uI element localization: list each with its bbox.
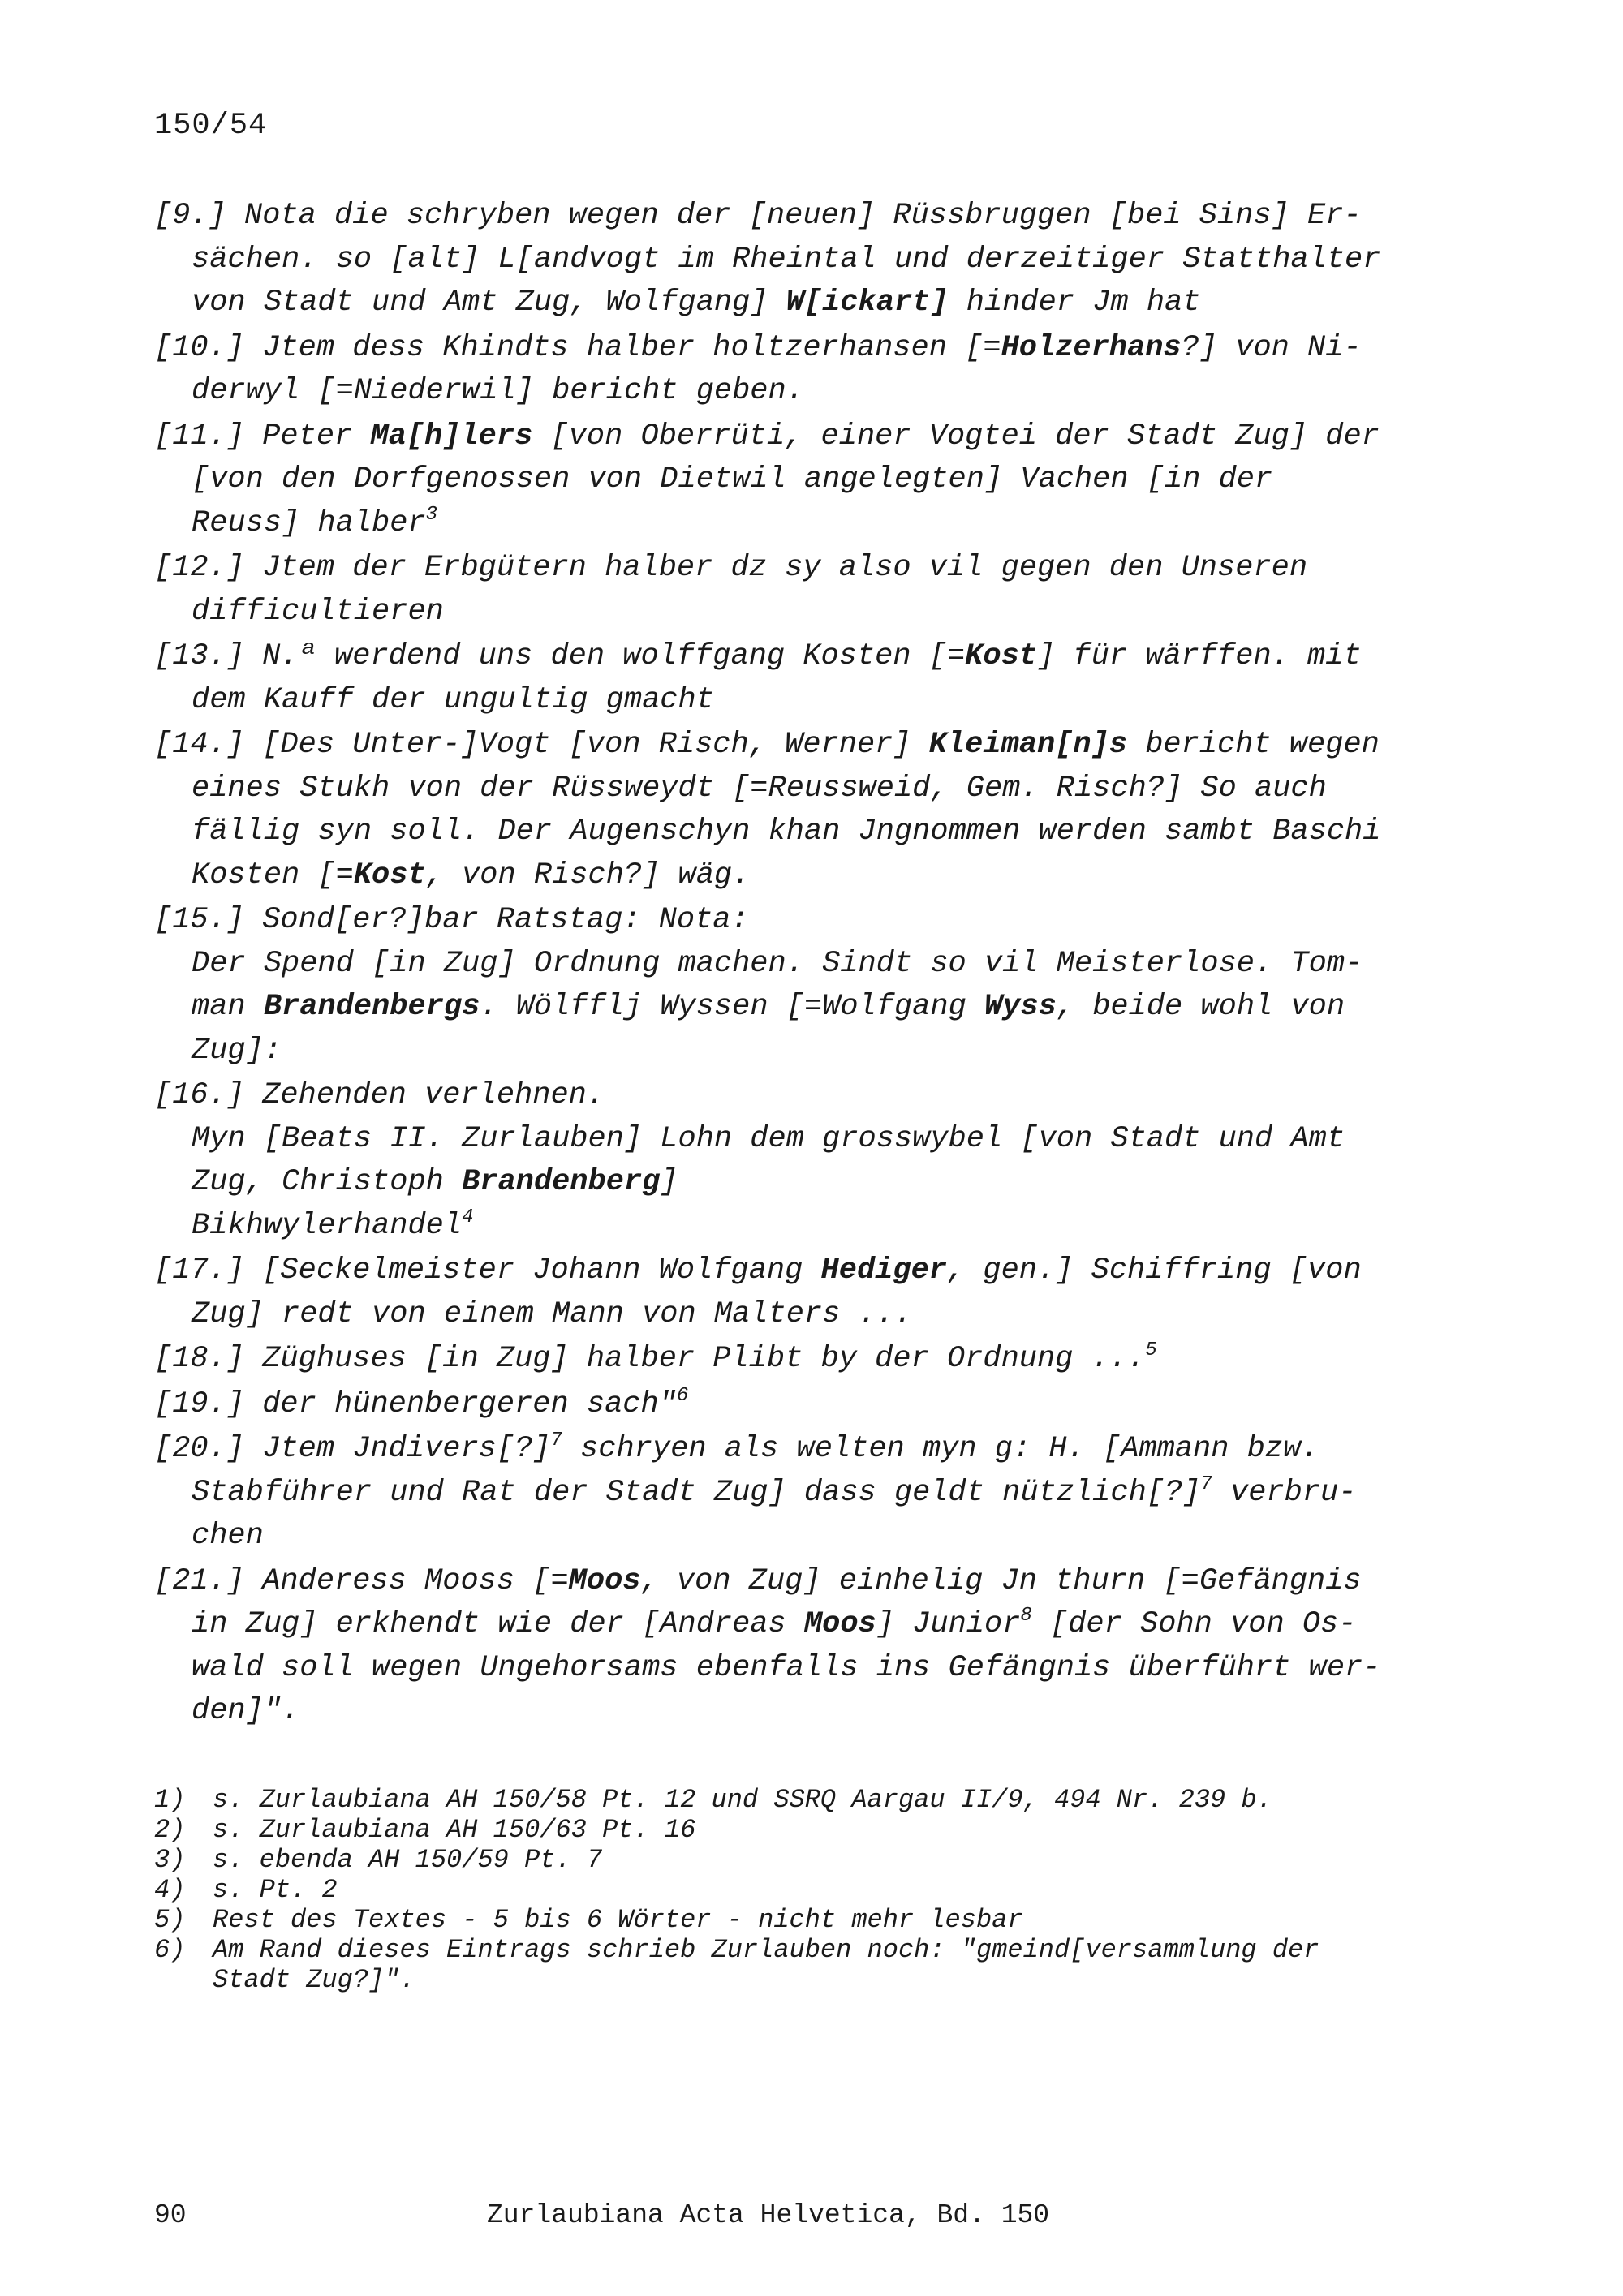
entry-line: den]". (192, 1694, 300, 1728)
entry-line: [16.] Zehenden verlehnen. (154, 1078, 605, 1112)
entry (154, 195, 1420, 325)
entry (154, 899, 1420, 1073)
entry-line: Myn [Beats II. Zurlauben] Lohn dem grosswybel [von Stadt und Amt (192, 1121, 1345, 1156)
entry-line: in Zug] erkhendt wie der [Andreas Moos] Junior$^8$ [der Sohn von Os- (192, 1605, 1357, 1641)
entry-line: [21.] Anderess Mooss [=Moos, von Zug] einhelig Jn thurn [=Gefängnis (154, 1563, 1362, 1598)
footnotes (154, 1785, 1420, 1995)
entry-line: difficultieren (192, 594, 444, 629)
footnote-text: s. Pt. 2 (213, 1875, 338, 1905)
footnote-text: s. Zurlaubiana AH 150/58 Pt. 12 und SSRQ Aargau II/9, 494 Nr. 239 b. (213, 1785, 1272, 1815)
entry (154, 635, 1420, 722)
footnote-text: Am Rand dieses Eintrags schrieb Zurlauben noch: "gmeind[versammlung der Stadt Zug?]". (213, 1935, 1319, 1995)
footnote-text: s. Zurlaubiana AH 150/63 Pt. 16 (213, 1815, 696, 1845)
entry-line: wald soll wegen Ungehorsams ebenfalls ins Gefängnis überführt wer- (192, 1650, 1381, 1685)
entry-line: eines Stukh von der Rüssweydt [=Reussweid, Gem. Risch?] So auch (192, 771, 1327, 806)
footnote-number: 1) (154, 1785, 186, 1815)
entry-line: fällig syn soll. Der Augenschyn khan Jngnommen werden sambt Baschi (192, 815, 1381, 849)
footnote (154, 1815, 1420, 1845)
entry (154, 1428, 1420, 1559)
entry-line: [17.] [Seckelmeister Johann Wolfgang Hediger, gen.] Schiffring [von (154, 1253, 1362, 1288)
entry-line: Stabführer und Rat der Stadt Zug] dass geldt nützlich[?]$^7$ verbru- (192, 1473, 1357, 1510)
entry-line: Der Spend [in Zug] Ordnung machen. Sindt so vil Meisterlose. Tom- (192, 946, 1363, 981)
entry-line: [13.] N.ª werdend uns den wolffgang Kosten [=Kost] für wärffen. mit (154, 639, 1362, 673)
entry (154, 1249, 1420, 1336)
footnote-number: 3) (154, 1845, 186, 1875)
entry-line: Bikhwylerhandel$^4$ (192, 1206, 474, 1243)
entry (154, 547, 1420, 634)
entry (154, 724, 1420, 897)
footnote-number: 6) (154, 1935, 186, 1965)
footnote (154, 1785, 1420, 1815)
entry-line: sächen. so [alt] L[andvogt im Rheintal und derzeitiger Statthalter (192, 242, 1381, 277)
footnote (154, 1845, 1420, 1875)
entry-line: Zug, Christoph Brandenberg] (192, 1165, 678, 1199)
entry-line: Kosten [=Kost, von Risch?] wäg. (192, 858, 751, 892)
footnote (154, 1875, 1420, 1905)
entry-line: [18.] Züghuses [in Zug] halber Plibt by der Ordnung ...$^5$ (154, 1339, 1157, 1376)
entry (154, 1383, 1420, 1427)
entry-line: Reuss] halber$^3$ (192, 503, 438, 540)
entry-line: [14.] [Des Unter-]Vogt [von Risch, Werner] Kleiman[n]s bericht wegen (154, 728, 1380, 762)
entry-line: [von den Dorfgenossen von Dietwil angelegten] Vachen [in der (192, 462, 1273, 497)
entry (154, 327, 1420, 414)
entry-line: chen (192, 1519, 264, 1553)
entry (154, 1338, 1420, 1382)
entry-line: [9.] Nota die schryben wegen der [neuen] Rüssbruggen [bei Sins] Er- (154, 199, 1362, 233)
page-reference: 150/54 (154, 109, 268, 143)
footnote-text: Rest des Textes - 5 bis 6 Wörter - nicht mehr lesbar (213, 1905, 1023, 1935)
entry-line: von Stadt und Amt Zug, Wolfgang] W[ickart] hinder Jm hat (192, 286, 1201, 320)
entry-line: dem Kauff der ungultig gmacht (192, 682, 714, 717)
footnote-text: s. ebenda AH 150/59 Pt. 7 (213, 1845, 603, 1875)
entry-line: Zug]: (192, 1033, 282, 1068)
entry-line: [19.] der hünenbergeren sach"$^6$ (154, 1384, 689, 1421)
journal-title: Zurlaubiana Acta Helvetica, Bd. 150 (487, 2200, 1050, 2230)
entry-line: [20.] Jtem Jndivers[?]$^7$ schryen als welten myn g: H. [Ammann bzw. (154, 1430, 1319, 1466)
entry-line: [10.] Jtem dess Khindts halber holtzerhansen [=Holzerhans?] von Ni- (154, 330, 1362, 365)
entry-line: Zug] redt von einem Mann von Malters ... (192, 1296, 913, 1331)
entry-line: man Brandenbergs. Wölfflj Wyssen [=Wolfgang Wyss, beide wohl von (192, 990, 1345, 1024)
footnote-number: 5) (154, 1905, 186, 1935)
entry-line: derwyl [=Niederwil] bericht geben. (192, 374, 804, 408)
entry (154, 1560, 1420, 1734)
entry-line: [12.] Jtem der Erbgütern halber dz sy also vil gegen den Unseren (154, 551, 1308, 585)
entry (154, 1074, 1420, 1248)
entry-line: [15.] Sond[er?]bar Ratstag: Nota: (154, 903, 749, 937)
footnote (154, 1905, 1420, 1935)
footnote-number: 4) (154, 1875, 186, 1905)
footnote (154, 1935, 1420, 1995)
entry (154, 415, 1420, 546)
footnote-number: 2) (154, 1815, 186, 1845)
entries-list (154, 195, 1420, 1735)
entry-line: [11.] Peter Ma[h]lers [von Oberrüti, einer Vogtei der Stadt Zug] der (154, 419, 1380, 454)
page-number: 90 (154, 2200, 187, 2230)
